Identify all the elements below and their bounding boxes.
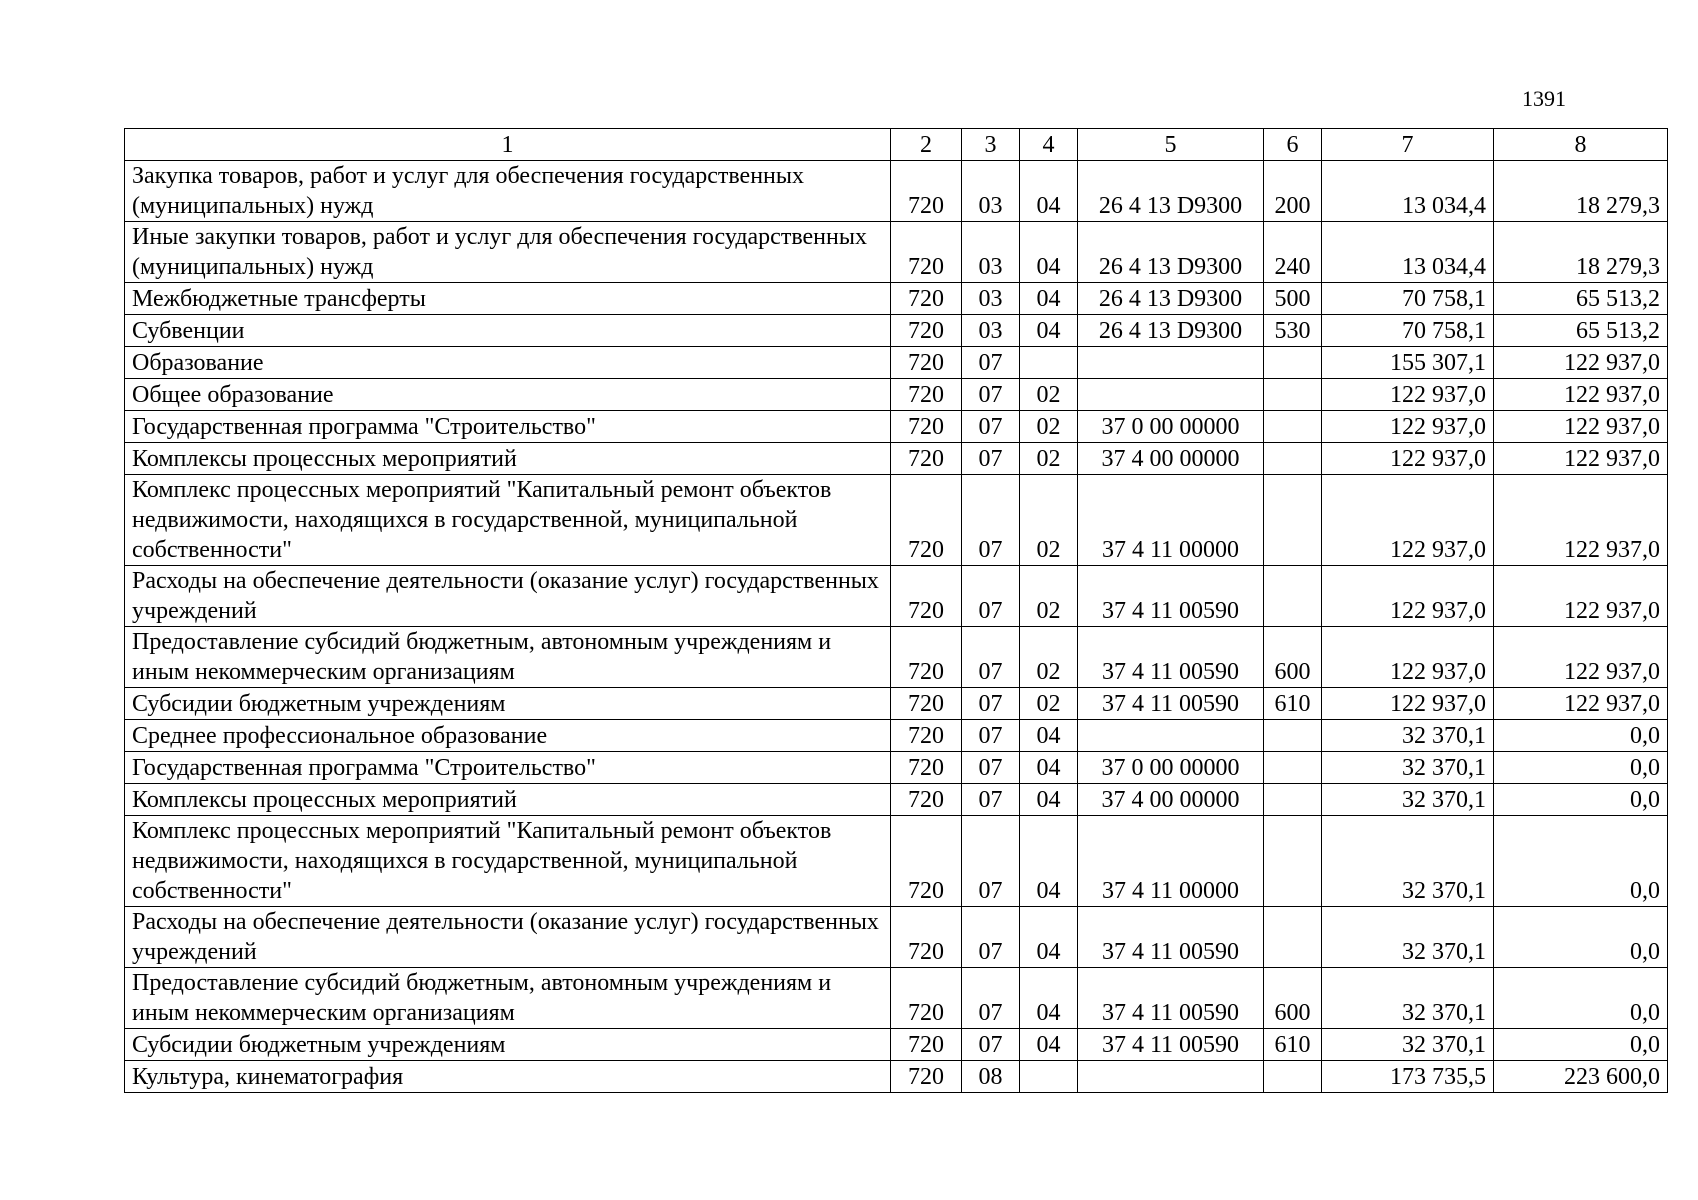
table-row bbox=[125, 1061, 1668, 1093]
table-row bbox=[125, 379, 1668, 411]
cell-target-article bbox=[1078, 1061, 1264, 1093]
table-row bbox=[125, 222, 1668, 283]
cell-name: Комплекс процессных мероприятий "Капитальный ремонт объектов недвижимости, находящихся в государственной, муниципальной собственности" bbox=[125, 816, 891, 907]
cell-admin-code: 720 bbox=[891, 784, 962, 816]
cell-admin-code: 720 bbox=[891, 347, 962, 379]
cell-amount-2: 223 600,0 bbox=[1494, 1061, 1668, 1093]
cell-section: 07 bbox=[962, 752, 1020, 784]
cell-section: 07 bbox=[962, 347, 1020, 379]
cell-section: 03 bbox=[962, 283, 1020, 315]
cell-amount-2: 122 937,0 bbox=[1494, 411, 1668, 443]
cell-name: Субвенции bbox=[125, 315, 891, 347]
table-row bbox=[125, 968, 1668, 1029]
cell-section: 07 bbox=[962, 784, 1020, 816]
cell-target-article bbox=[1078, 347, 1264, 379]
cell-target-article: 37 4 00 00000 bbox=[1078, 443, 1264, 475]
header-col-6: 6 bbox=[1264, 129, 1322, 161]
header-col-4: 4 bbox=[1020, 129, 1078, 161]
cell-section: 07 bbox=[962, 968, 1020, 1029]
cell-amount-1: 122 937,0 bbox=[1322, 475, 1494, 566]
cell-subsection: 02 bbox=[1020, 627, 1078, 688]
cell-amount-2: 122 937,0 bbox=[1494, 475, 1668, 566]
cell-subsection: 04 bbox=[1020, 816, 1078, 907]
cell-amount-2: 65 513,2 bbox=[1494, 283, 1668, 315]
cell-amount-2: 0,0 bbox=[1494, 752, 1668, 784]
cell-subsection: 02 bbox=[1020, 379, 1078, 411]
cell-section: 03 bbox=[962, 315, 1020, 347]
cell-subsection: 02 bbox=[1020, 443, 1078, 475]
cell-section: 07 bbox=[962, 443, 1020, 475]
cell-subsection: 04 bbox=[1020, 161, 1078, 222]
cell-amount-1: 122 937,0 bbox=[1322, 411, 1494, 443]
table-row bbox=[125, 411, 1668, 443]
cell-amount-1: 122 937,0 bbox=[1322, 627, 1494, 688]
cell-name: Среднее профессиональное образование bbox=[125, 720, 891, 752]
cell-expense-type: 610 bbox=[1264, 1029, 1322, 1061]
cell-expense-type: 200 bbox=[1264, 161, 1322, 222]
cell-target-article: 37 4 11 00590 bbox=[1078, 907, 1264, 968]
cell-name: Образование bbox=[125, 347, 891, 379]
cell-admin-code: 720 bbox=[891, 566, 962, 627]
cell-amount-2: 0,0 bbox=[1494, 784, 1668, 816]
cell-amount-1: 122 937,0 bbox=[1322, 688, 1494, 720]
cell-admin-code: 720 bbox=[891, 379, 962, 411]
cell-expense-type bbox=[1264, 411, 1322, 443]
cell-expense-type bbox=[1264, 379, 1322, 411]
cell-subsection: 04 bbox=[1020, 283, 1078, 315]
cell-admin-code: 720 bbox=[891, 816, 962, 907]
page-number: 1391 bbox=[1522, 86, 1566, 111]
cell-target-article: 37 4 00 00000 bbox=[1078, 784, 1264, 816]
cell-subsection bbox=[1020, 1061, 1078, 1093]
cell-amount-1: 32 370,1 bbox=[1322, 1029, 1494, 1061]
cell-name: Предоставление субсидий бюджетным, автономным учреждениям и иным некоммерческим организациям bbox=[125, 627, 891, 688]
cell-expense-type: 500 bbox=[1264, 283, 1322, 315]
table-row bbox=[125, 161, 1668, 222]
cell-name: Общее образование bbox=[125, 379, 891, 411]
cell-section: 07 bbox=[962, 475, 1020, 566]
cell-section: 07 bbox=[962, 816, 1020, 907]
cell-admin-code: 720 bbox=[891, 475, 962, 566]
cell-target-article: 37 4 11 00590 bbox=[1078, 968, 1264, 1029]
cell-target-article: 37 4 11 00000 bbox=[1078, 816, 1264, 907]
cell-name: Комплексы процессных мероприятий bbox=[125, 784, 891, 816]
cell-amount-1: 32 370,1 bbox=[1322, 968, 1494, 1029]
cell-section: 07 bbox=[962, 1029, 1020, 1061]
cell-amount-2: 18 279,3 bbox=[1494, 222, 1668, 283]
cell-expense-type: 530 bbox=[1264, 315, 1322, 347]
cell-expense-type bbox=[1264, 475, 1322, 566]
cell-admin-code: 720 bbox=[891, 315, 962, 347]
table-row bbox=[125, 784, 1668, 816]
cell-target-article: 37 4 11 00000 bbox=[1078, 475, 1264, 566]
cell-amount-2: 122 937,0 bbox=[1494, 566, 1668, 627]
cell-amount-1: 32 370,1 bbox=[1322, 816, 1494, 907]
table-row bbox=[125, 720, 1668, 752]
cell-subsection: 02 bbox=[1020, 566, 1078, 627]
cell-amount-1: 122 937,0 bbox=[1322, 566, 1494, 627]
cell-amount-1: 70 758,1 bbox=[1322, 315, 1494, 347]
cell-amount-2: 18 279,3 bbox=[1494, 161, 1668, 222]
cell-target-article: 26 4 13 D9300 bbox=[1078, 283, 1264, 315]
cell-target-article bbox=[1078, 720, 1264, 752]
cell-section: 03 bbox=[962, 161, 1020, 222]
cell-target-article: 37 4 11 00590 bbox=[1078, 566, 1264, 627]
cell-amount-2: 0,0 bbox=[1494, 968, 1668, 1029]
table-row bbox=[125, 752, 1668, 784]
cell-subsection: 04 bbox=[1020, 315, 1078, 347]
cell-target-article: 37 0 00 00000 bbox=[1078, 411, 1264, 443]
cell-amount-1: 70 758,1 bbox=[1322, 283, 1494, 315]
cell-admin-code: 720 bbox=[891, 222, 962, 283]
cell-amount-1: 173 735,5 bbox=[1322, 1061, 1494, 1093]
cell-amount-1: 32 370,1 bbox=[1322, 907, 1494, 968]
cell-target-article: 26 4 13 D9300 bbox=[1078, 315, 1264, 347]
cell-subsection: 04 bbox=[1020, 720, 1078, 752]
header-col-2: 2 bbox=[891, 129, 962, 161]
cell-name: Закупка товаров, работ и услуг для обеспечения государственных (муниципальных) нужд bbox=[125, 161, 891, 222]
cell-target-article: 26 4 13 D9300 bbox=[1078, 161, 1264, 222]
cell-amount-1: 122 937,0 bbox=[1322, 443, 1494, 475]
table-row bbox=[125, 816, 1668, 907]
cell-amount-2: 122 937,0 bbox=[1494, 347, 1668, 379]
cell-expense-type bbox=[1264, 752, 1322, 784]
cell-admin-code: 720 bbox=[891, 1061, 962, 1093]
cell-expense-type bbox=[1264, 907, 1322, 968]
cell-name: Государственная программа "Строительство" bbox=[125, 752, 891, 784]
cell-amount-2: 122 937,0 bbox=[1494, 627, 1668, 688]
cell-amount-1: 32 370,1 bbox=[1322, 720, 1494, 752]
cell-amount-1: 122 937,0 bbox=[1322, 379, 1494, 411]
budget-table bbox=[124, 128, 1668, 1093]
cell-admin-code: 720 bbox=[891, 720, 962, 752]
cell-expense-type bbox=[1264, 816, 1322, 907]
table-row bbox=[125, 907, 1668, 968]
table-row bbox=[125, 627, 1668, 688]
cell-section: 08 bbox=[962, 1061, 1020, 1093]
cell-target-article: 37 4 11 00590 bbox=[1078, 627, 1264, 688]
cell-section: 07 bbox=[962, 907, 1020, 968]
header-col-1: 1 bbox=[125, 129, 891, 161]
table-row bbox=[125, 688, 1668, 720]
header-col-7: 7 bbox=[1322, 129, 1494, 161]
cell-expense-type: 600 bbox=[1264, 627, 1322, 688]
header-col-5: 5 bbox=[1078, 129, 1264, 161]
cell-section: 07 bbox=[962, 411, 1020, 443]
cell-amount-1: 13 034,4 bbox=[1322, 161, 1494, 222]
cell-name: Иные закупки товаров, работ и услуг для обеспечения государственных (муниципальных) нужд bbox=[125, 222, 891, 283]
cell-amount-1: 155 307,1 bbox=[1322, 347, 1494, 379]
header-col-8: 8 bbox=[1494, 129, 1668, 161]
cell-target-article: 37 4 11 00590 bbox=[1078, 688, 1264, 720]
cell-expense-type bbox=[1264, 566, 1322, 627]
cell-subsection: 02 bbox=[1020, 475, 1078, 566]
cell-admin-code: 720 bbox=[891, 283, 962, 315]
table-row bbox=[125, 566, 1668, 627]
cell-name: Предоставление субсидий бюджетным, автономным учреждениям и иным некоммерческим организациям bbox=[125, 968, 891, 1029]
table-header-row bbox=[125, 129, 1668, 161]
table-body bbox=[125, 161, 1668, 1093]
cell-expense-type bbox=[1264, 443, 1322, 475]
cell-amount-1: 32 370,1 bbox=[1322, 752, 1494, 784]
cell-admin-code: 720 bbox=[891, 688, 962, 720]
cell-admin-code: 720 bbox=[891, 968, 962, 1029]
table-row bbox=[125, 283, 1668, 315]
table-row bbox=[125, 315, 1668, 347]
cell-section: 07 bbox=[962, 688, 1020, 720]
cell-amount-2: 0,0 bbox=[1494, 816, 1668, 907]
cell-name: Расходы на обеспечение деятельности (оказание услуг) государственных учреждений bbox=[125, 907, 891, 968]
cell-admin-code: 720 bbox=[891, 411, 962, 443]
cell-expense-type: 600 bbox=[1264, 968, 1322, 1029]
cell-subsection: 04 bbox=[1020, 968, 1078, 1029]
cell-amount-2: 65 513,2 bbox=[1494, 315, 1668, 347]
cell-expense-type bbox=[1264, 720, 1322, 752]
cell-name: Комплекс процессных мероприятий "Капитальный ремонт объектов недвижимости, находящихся в государственной, муниципальной собственности" bbox=[125, 475, 891, 566]
cell-amount-2: 122 937,0 bbox=[1494, 379, 1668, 411]
table-row bbox=[125, 443, 1668, 475]
cell-subsection: 02 bbox=[1020, 688, 1078, 720]
cell-target-article bbox=[1078, 379, 1264, 411]
cell-subsection: 04 bbox=[1020, 222, 1078, 283]
cell-section: 03 bbox=[962, 222, 1020, 283]
cell-amount-1: 32 370,1 bbox=[1322, 784, 1494, 816]
cell-subsection: 04 bbox=[1020, 784, 1078, 816]
cell-expense-type bbox=[1264, 784, 1322, 816]
cell-subsection: 04 bbox=[1020, 752, 1078, 784]
table-row bbox=[125, 1029, 1668, 1061]
cell-amount-2: 122 937,0 bbox=[1494, 443, 1668, 475]
cell-amount-2: 0,0 bbox=[1494, 1029, 1668, 1061]
cell-name: Субсидии бюджетным учреждениям bbox=[125, 1029, 891, 1061]
cell-subsection: 02 bbox=[1020, 411, 1078, 443]
table-row bbox=[125, 347, 1668, 379]
cell-amount-2: 0,0 bbox=[1494, 720, 1668, 752]
cell-target-article: 37 4 11 00590 bbox=[1078, 1029, 1264, 1061]
cell-subsection: 04 bbox=[1020, 1029, 1078, 1061]
cell-admin-code: 720 bbox=[891, 443, 962, 475]
cell-target-article: 26 4 13 D9300 bbox=[1078, 222, 1264, 283]
cell-subsection bbox=[1020, 347, 1078, 379]
cell-admin-code: 720 bbox=[891, 161, 962, 222]
cell-subsection: 04 bbox=[1020, 907, 1078, 968]
cell-admin-code: 720 bbox=[891, 1029, 962, 1061]
cell-section: 07 bbox=[962, 379, 1020, 411]
cell-section: 07 bbox=[962, 627, 1020, 688]
cell-section: 07 bbox=[962, 566, 1020, 627]
cell-amount-2: 122 937,0 bbox=[1494, 688, 1668, 720]
cell-expense-type: 240 bbox=[1264, 222, 1322, 283]
header-col-3: 3 bbox=[962, 129, 1020, 161]
cell-amount-2: 0,0 bbox=[1494, 907, 1668, 968]
cell-admin-code: 720 bbox=[891, 752, 962, 784]
cell-name: Государственная программа "Строительство" bbox=[125, 411, 891, 443]
cell-name: Культура, кинематография bbox=[125, 1061, 891, 1093]
cell-expense-type bbox=[1264, 1061, 1322, 1093]
cell-admin-code: 720 bbox=[891, 627, 962, 688]
cell-name: Межбюджетные трансферты bbox=[125, 283, 891, 315]
cell-amount-1: 13 034,4 bbox=[1322, 222, 1494, 283]
cell-name: Комплексы процессных мероприятий bbox=[125, 443, 891, 475]
cell-section: 07 bbox=[962, 720, 1020, 752]
cell-target-article: 37 0 00 00000 bbox=[1078, 752, 1264, 784]
table-row bbox=[125, 475, 1668, 566]
cell-expense-type: 610 bbox=[1264, 688, 1322, 720]
cell-admin-code: 720 bbox=[891, 907, 962, 968]
cell-name: Субсидии бюджетным учреждениям bbox=[125, 688, 891, 720]
cell-expense-type bbox=[1264, 347, 1322, 379]
cell-name: Расходы на обеспечение деятельности (оказание услуг) государственных учреждений bbox=[125, 566, 891, 627]
